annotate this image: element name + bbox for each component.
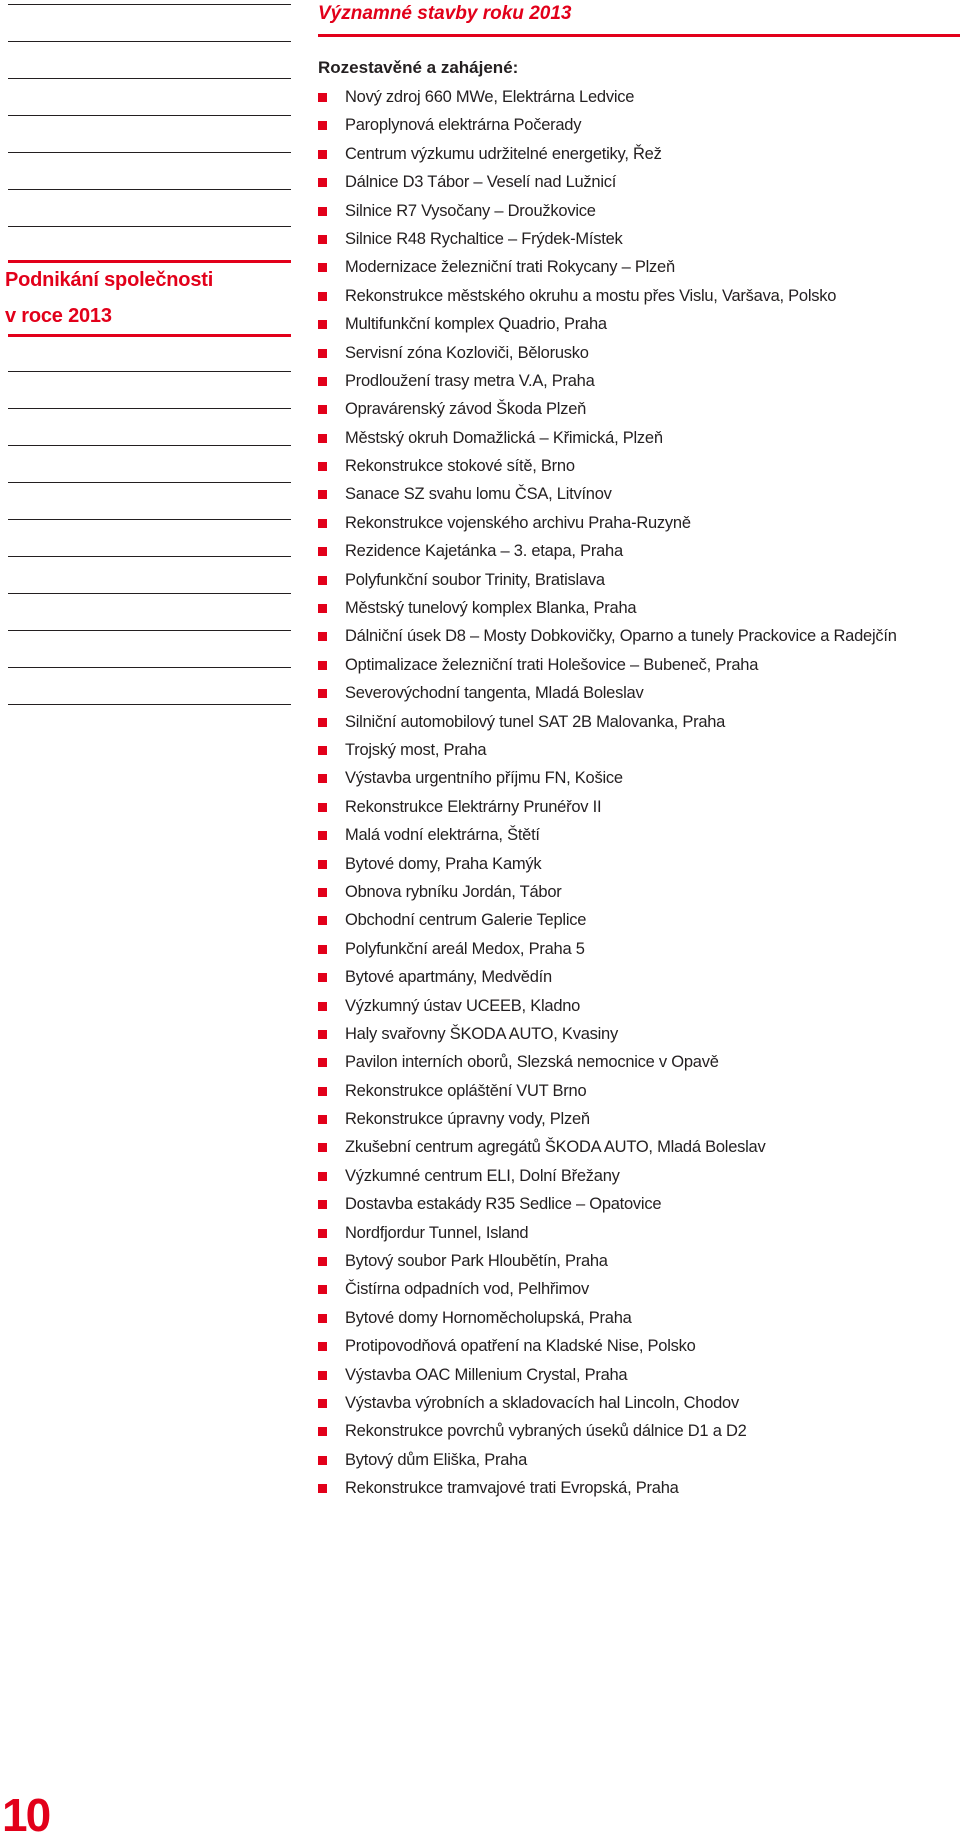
list-item-label: Polyfunkční soubor Trinity, Bratislava [345, 570, 605, 589]
list-item [318, 537, 897, 565]
list-item [318, 963, 897, 991]
list-item-label: Pavilon interních oborů, Slezská nemocnice v Opavě [345, 1053, 719, 1072]
list-item [318, 1247, 897, 1275]
list-item [318, 1219, 897, 1247]
divider [8, 519, 291, 520]
list-item [318, 197, 897, 225]
section-title-line1: Podnikání společnosti [5, 269, 214, 291]
square-bullet-icon [318, 263, 327, 272]
list-item [318, 140, 897, 168]
square-bullet-icon [318, 207, 327, 216]
list-item [318, 452, 897, 480]
square-bullet-icon [318, 490, 327, 499]
list-item-label: Městský okruh Domažlická – Křimická, Plzeň [345, 428, 663, 447]
list-item [318, 651, 897, 679]
square-bullet-icon [318, 803, 327, 812]
page-number: 10 [2, 1789, 50, 1841]
list-item [318, 480, 897, 508]
page-heading: Významné stavby roku 2013 [318, 3, 572, 24]
list-item-label: Dostavba estakády R35 Sedlice – Opatovice [345, 1195, 662, 1214]
list-item-label: Výstavba urgentního příjmu FN, Košice [345, 769, 623, 788]
square-bullet-icon [318, 121, 327, 130]
list-item-label: Optimalizace železniční trati Holešovice – Bubeneč, Praha [345, 655, 759, 674]
square-bullet-icon [318, 320, 327, 329]
square-bullet-icon [318, 292, 327, 301]
divider [8, 482, 291, 483]
list-item [318, 111, 897, 139]
divider [8, 593, 291, 594]
list-item [318, 1304, 897, 1332]
list-item-label: Zkušební centrum agregátů ŠKODA AUTO, Mladá Boleslav [345, 1138, 766, 1157]
list-item-label: Rekonstrukce městského okruhu a mostu přes Vislu, Varšava, Polsko [345, 286, 837, 305]
list-item [318, 708, 897, 736]
list-item [318, 168, 897, 196]
list-item [318, 1446, 897, 1474]
list-item-label: Silnice R7 Vysočany – Droužkovice [345, 201, 596, 220]
list-item-label: Dálniční úsek D8 – Mosty Dobkovičky, Oparno a tunely Prackovice a Radejčín [345, 627, 897, 646]
list-item-label: Obnova rybníku Jordán, Tábor [345, 882, 562, 901]
list-item [318, 679, 897, 707]
list-item [318, 1105, 897, 1133]
square-bullet-icon [318, 632, 327, 641]
divider [8, 115, 291, 116]
list-item [318, 225, 897, 253]
section-title-line2: v roce 2013 [5, 305, 112, 327]
divider [8, 152, 291, 153]
list-item-label: Bytový dům Eliška, Praha [345, 1450, 527, 1469]
divider [8, 704, 291, 705]
list-item [318, 1162, 897, 1190]
list-item [318, 1361, 897, 1389]
square-bullet-icon [318, 1143, 327, 1152]
list-item-label: Trojský most, Praha [345, 740, 487, 759]
square-bullet-icon [318, 462, 327, 471]
square-bullet-icon [318, 1342, 327, 1351]
square-bullet-icon [318, 576, 327, 585]
list-item-label: Centrum výzkumu udržitelné energetiky, Řež [345, 144, 662, 163]
list-item-label: Modernizace železniční trati Rokycany – Plzeň [345, 258, 675, 277]
square-bullet-icon [318, 1371, 327, 1380]
square-bullet-icon [318, 377, 327, 386]
list-item [318, 594, 897, 622]
list-item-label: Rekonstrukce Elektrárny Prunéřov II [345, 797, 602, 816]
square-bullet-icon [318, 1285, 327, 1294]
square-bullet-icon [318, 1115, 327, 1124]
list-item [318, 83, 897, 111]
list-item-label: Severovýchodní tangenta, Mladá Boleslav [345, 684, 644, 703]
square-bullet-icon [318, 718, 327, 727]
list-item [318, 1020, 897, 1048]
square-bullet-icon [318, 235, 327, 244]
list-item [318, 424, 897, 452]
list-item-label: Silnice R48 Rychaltice – Frýdek-Místek [345, 229, 623, 248]
list-item [318, 1389, 897, 1417]
list-item [318, 622, 897, 650]
square-bullet-icon [318, 973, 327, 982]
list-item-label: Rekonstrukce opláštění VUT Brno [345, 1081, 587, 1100]
list-item [318, 935, 897, 963]
list-item-label: Rekonstrukce vojenského archivu Praha-Ruzyně [345, 513, 691, 532]
divider [8, 408, 291, 409]
list-item [318, 282, 897, 310]
divider [8, 4, 291, 5]
list-subheading: Rozestavěné a zahájené: [318, 58, 519, 77]
square-bullet-icon [318, 604, 327, 613]
list-item-label: Dálnice D3 Tábor – Veselí nad Lužnicí [345, 173, 617, 192]
list-item [318, 906, 897, 934]
heading-rule [318, 34, 960, 37]
divider [8, 41, 291, 42]
list-item-label: Rekonstrukce povrchů vybraných úseků dálnice D1 a D2 [345, 1422, 747, 1441]
divider [8, 371, 291, 372]
list-item [318, 367, 897, 395]
list-item-label: Protipovodňová opatření na Kladské Nise, Polsko [345, 1337, 696, 1356]
list-item-label: Nordfjordur Tunnel, Island [345, 1223, 529, 1242]
list-item [318, 878, 897, 906]
square-bullet-icon [318, 178, 327, 187]
list-item-label: Malá vodní elektrárna, Štětí [345, 826, 540, 845]
square-bullet-icon [318, 1172, 327, 1181]
list-item [318, 793, 897, 821]
list-item-label: Obchodní centrum Galerie Teplice [345, 911, 587, 930]
list-item-label: Servisní zóna Kozloviči, Bělorusko [345, 343, 589, 362]
list-item [318, 1077, 897, 1105]
list-item [318, 1474, 897, 1502]
square-bullet-icon [318, 860, 327, 869]
square-bullet-icon [318, 150, 327, 159]
square-bullet-icon [318, 547, 327, 556]
square-bullet-icon [318, 1399, 327, 1408]
list-item-label: Výstavba výrobních a skladovacích hal Lincoln, Chodov [345, 1393, 739, 1412]
list-item-label: Polyfunkční areál Medox, Praha 5 [345, 939, 585, 958]
square-bullet-icon [318, 93, 327, 102]
square-bullet-icon [318, 1456, 327, 1465]
divider [8, 445, 291, 446]
square-bullet-icon [318, 916, 327, 925]
list-item-label: Bytové apartmány, Medvědín [345, 968, 552, 987]
square-bullet-icon [318, 1058, 327, 1067]
list-item-label: Prodloužení trasy metra V.A, Praha [345, 371, 595, 390]
square-bullet-icon [318, 831, 327, 840]
list-item [318, 253, 897, 281]
list-item-label: Paroplynová elektrárna Počerady [345, 116, 582, 135]
divider [8, 226, 291, 227]
list-item-label: Výstavba OAC Millenium Crystal, Praha [345, 1365, 628, 1384]
list-item-label: Silniční automobilový tunel SAT 2B Malovanka, Praha [345, 712, 726, 731]
square-bullet-icon [318, 405, 327, 414]
square-bullet-icon [318, 1314, 327, 1323]
list-item-label: Rekonstrukce úpravny vody, Plzeň [345, 1110, 590, 1129]
list-item [318, 1275, 897, 1303]
square-bullet-icon [318, 774, 327, 783]
list-item [318, 1190, 897, 1218]
square-bullet-icon [318, 1229, 327, 1238]
list-item-label: Opravárenský závod Škoda Plzeň [345, 400, 587, 419]
square-bullet-icon [318, 888, 327, 897]
divider [8, 189, 291, 190]
list-item [318, 1133, 897, 1161]
list-item [318, 509, 897, 537]
list-item-label: Městský tunelový komplex Blanka, Praha [345, 599, 637, 618]
list-item [318, 310, 897, 338]
square-bullet-icon [318, 945, 327, 954]
square-bullet-icon [318, 1484, 327, 1493]
list-item-label: Multifunkční komplex Quadrio, Praha [345, 315, 607, 334]
square-bullet-icon [318, 1002, 327, 1011]
divider [8, 630, 291, 631]
square-bullet-icon [318, 1030, 327, 1039]
list-item-label: Výzkumný ústav UCEEB, Kladno [345, 996, 581, 1015]
list-item-label: Bytové domy, Praha Kamýk [345, 854, 542, 873]
project-list [318, 83, 897, 1503]
list-item-label: Výzkumné centrum ELI, Dolní Břežany [345, 1166, 620, 1185]
list-item [318, 821, 897, 849]
square-bullet-icon [318, 746, 327, 755]
square-bullet-icon [318, 1257, 327, 1266]
square-bullet-icon [318, 689, 327, 698]
list-item [318, 1417, 897, 1445]
square-bullet-icon [318, 519, 327, 528]
list-item [318, 1048, 897, 1076]
list-item [318, 736, 897, 764]
list-item-label: Rekonstrukce stokové sítě, Brno [345, 457, 575, 476]
square-bullet-icon [318, 661, 327, 670]
list-item-label: Nový zdroj 660 MWe, Elektrárna Ledvice [345, 88, 635, 106]
section-title [5, 262, 213, 334]
list-item [318, 395, 897, 423]
square-bullet-icon [318, 1200, 327, 1209]
square-bullet-icon [318, 1087, 327, 1096]
list-item [318, 566, 897, 594]
list-item [318, 992, 897, 1020]
list-item [318, 339, 897, 367]
section-title-bottom-rule [8, 334, 291, 337]
list-item [318, 764, 897, 792]
square-bullet-icon [318, 1427, 327, 1436]
square-bullet-icon [318, 434, 327, 443]
list-item-label: Bytový soubor Park Hloubětín, Praha [345, 1252, 608, 1271]
list-item-label: Haly svařovny ŠKODA AUTO, Kvasiny [345, 1024, 618, 1043]
square-bullet-icon [318, 349, 327, 358]
list-item-label: Čistírna odpadních vod, Pelhřimov [345, 1280, 589, 1299]
list-item-label: Sanace SZ svahu lomu ČSA, Litvínov [345, 485, 612, 504]
list-item-label: Rekonstrukce tramvajové trati Evropská, Praha [345, 1479, 679, 1498]
divider [8, 78, 291, 79]
divider [8, 667, 291, 668]
list-item-label: Rezidence Kajetánka – 3. etapa, Praha [345, 542, 623, 561]
divider [8, 556, 291, 557]
list-item-label: Bytové domy Hornoměcholupská, Praha [345, 1308, 632, 1327]
list-item [318, 850, 897, 878]
list-item [318, 1332, 897, 1360]
